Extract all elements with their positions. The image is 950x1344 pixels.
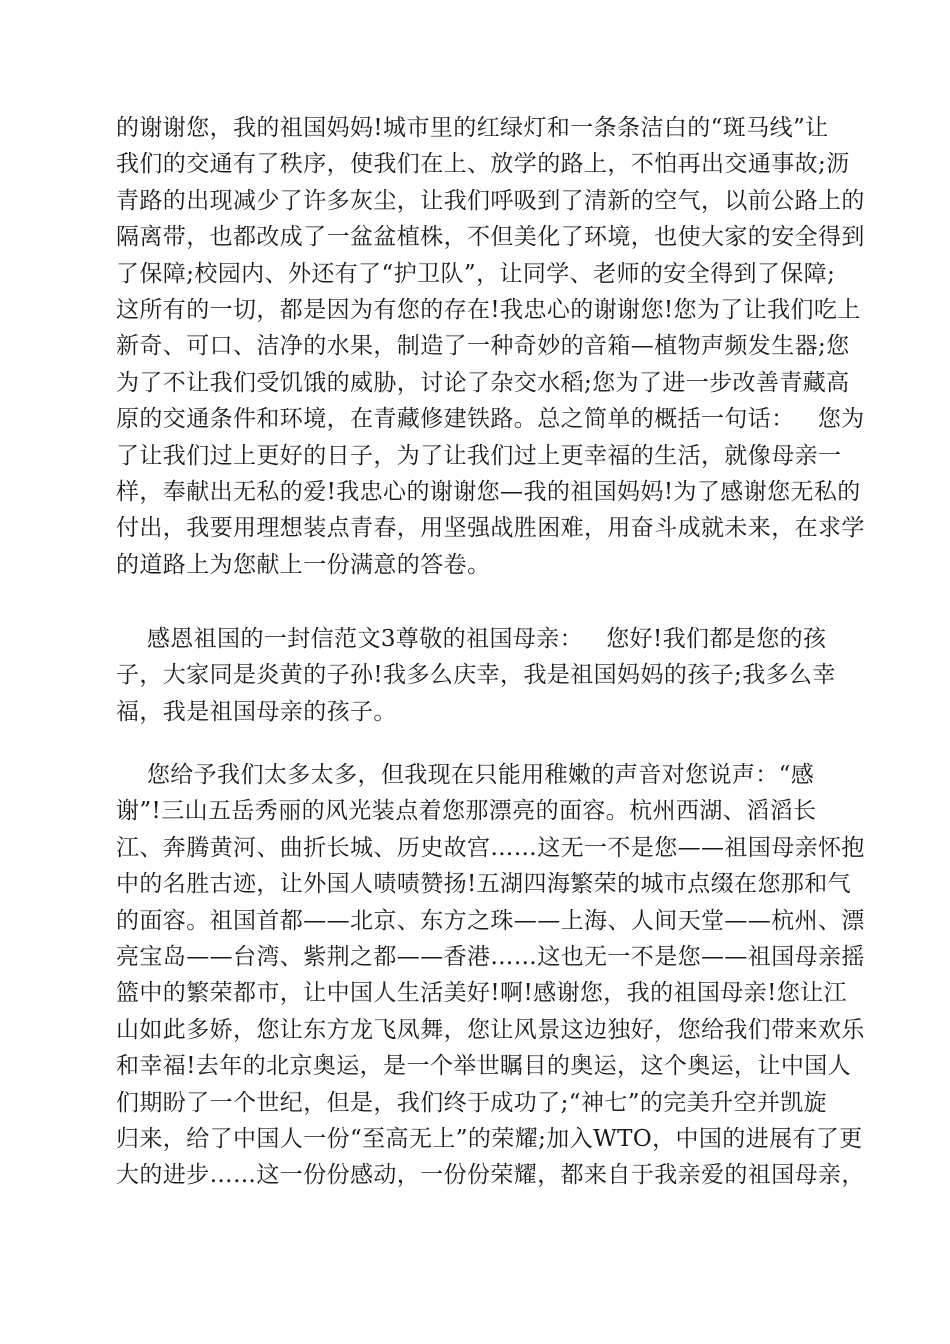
text-line: 福，我是祖国母亲的孩子。 xyxy=(116,698,397,725)
text-line: 归来，给了中国人一份“至高无上”的荣耀;加入WTO，中国的进展有了更 xyxy=(116,1125,863,1152)
text-line: 的面容。祖国首都——北京、东方之珠——上海、人间天堂——杭州、漂 xyxy=(116,907,865,934)
text-line: 子，大家同是炎黄的子孙!我多么庆幸，我是祖国妈妈的孩子;我多么幸 xyxy=(116,662,836,689)
text-line: 我们的交通有了秩序，使我们在上、放学的路上，不怕再出交通事故;沥 xyxy=(116,151,850,178)
text-line: 付出，我要用理想装点青春，用坚强战胜困难，用奋斗成就未来，在求学 xyxy=(116,515,865,542)
paragraph-3 xyxy=(116,757,865,1194)
text-line: 大的进步……这一份份感动，一份份荣耀，都来自于我亲爱的祖国母亲， xyxy=(116,1162,865,1189)
text-line: 样，奉献出无私的爱!我忠心的谢谢您—我的祖国妈妈!为了感谢您无私的 xyxy=(116,478,861,505)
text-line: 的道路上为您献上一份满意的答卷。 xyxy=(116,551,491,578)
text-line: 们期盼了一个世纪，但是，我们终于成功了;“神七”的完美升空并凯旋 xyxy=(116,1089,828,1116)
text-line: 和幸福!去年的北京奥运，是一个举世瞩目的奥运，这个奥运，让中国人 xyxy=(116,1053,852,1080)
text-line: 篮中的繁荣都市，让中国人生活美好!啊!感谢您，我的祖国母亲!您让江 xyxy=(116,980,847,1007)
text-line: 中的名胜古迹，让外国人啧啧赞扬!五湖四海繁荣的城市点缀在您那和气 xyxy=(116,871,852,898)
text-line: 了保障;校园内、外还有了“护卫队”，让同学、老师的安全得到了保障; xyxy=(116,260,836,287)
paragraph-1 xyxy=(116,110,865,583)
text-line: 亮宝岛——台湾、紫荆之都——香港……这也无一不是您——祖国母亲摇 xyxy=(116,943,865,970)
text-line: 原的交通条件和环境，在青藏修建铁路。总之简单的概括一句话： 您为 xyxy=(116,406,865,433)
text-line: 您给予我们太多太多，但我现在只能用稚嫩的声音对您说声：“感 xyxy=(116,762,815,788)
text-line: 感恩祖国的一封信范文3尊敬的祖国母亲： 您好!我们都是您的孩 xyxy=(116,626,827,652)
text-line: 隔离带，也都改成了一盆盆植株，不但美化了环境，也使大家的安全得到 xyxy=(116,224,865,251)
text-line: 新奇、可口、洁净的水果，制造了一种奇妙的音箱—植物声频发生器;您 xyxy=(116,333,850,360)
text-line: 江、奔腾黄河、曲折长城、历史故宫……这无一不是您——祖国母亲怀抱 xyxy=(116,834,865,861)
text-line: 这所有的一切，都是因为有您的存在!我忠心的谢谢您!您为了让我们吃上 xyxy=(116,296,861,323)
text-line: 的谢谢您，我的祖国妈妈!城市里的红绿灯和一条条洁白的“斑马线”让 xyxy=(116,115,829,141)
text-line: 谢”!三山五岳秀丽的风光装点着您那漂亮的面容。杭州西湖、滔滔长 xyxy=(116,798,817,825)
text-line: 山如此多娇，您让东方龙飞凤舞，您让风景这边独好，您给我们带来欢乐 xyxy=(116,1016,865,1043)
text-line: 青路的出现减少了许多灰尘，让我们呼吸到了清新的空气，以前公路上的 xyxy=(116,187,865,214)
paragraph-2 xyxy=(116,621,836,730)
text-line: 了让我们过上更好的日子，为了让我们过上更幸福的生活，就像母亲一 xyxy=(116,442,842,469)
text-line: 为了不让我们受饥饿的威胁，讨论了杂交水稻;您为了进一步改善青藏高 xyxy=(116,369,850,396)
